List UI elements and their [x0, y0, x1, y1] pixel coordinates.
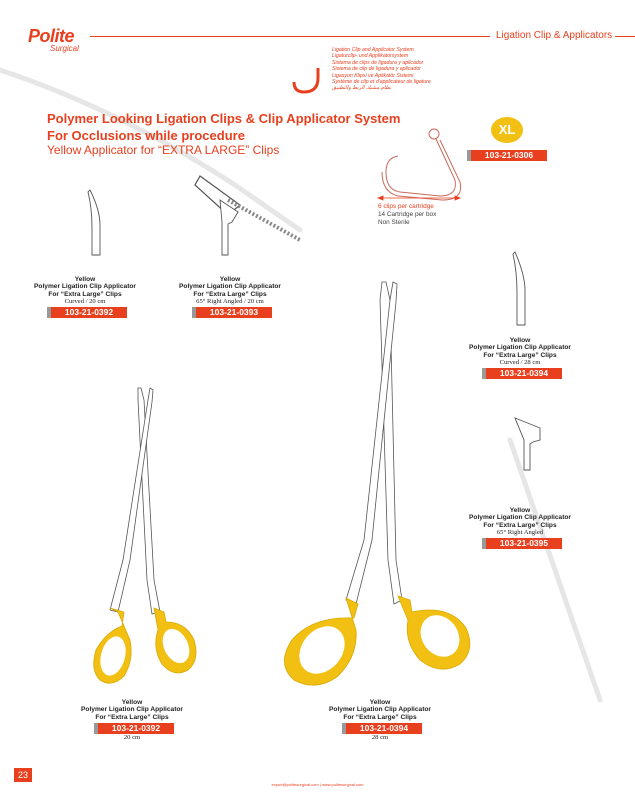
- product-card: [445, 507, 595, 549]
- product-card: [57, 699, 207, 742]
- footer-contact: export@politesurgical.com | www.politesurgical.com: [271, 782, 364, 787]
- applicator-tip-icon: [195, 176, 300, 240]
- product-code: 103-21-0393: [192, 307, 272, 318]
- brand-tagline: Surgical: [50, 44, 79, 53]
- product-clip-size: For “Extra Large” Clips: [193, 290, 267, 298]
- product-clip-size: For “Extra Large” Clips: [48, 290, 122, 298]
- instrument-20cm-icon: [94, 388, 196, 683]
- product-desc: Curved / 20 cm: [64, 298, 106, 306]
- product-desc: 20 cm: [123, 734, 141, 742]
- product-desc: 65° Right Angled: [496, 529, 544, 537]
- product-card: [10, 276, 160, 318]
- language-item: Système de clip et d'applicateur de ligature: [332, 79, 431, 86]
- language-item: Sistema de clips de ligadura y aplicador: [332, 59, 424, 66]
- size-badge: XL: [491, 117, 523, 143]
- language-item: Ligation Clip and Applicator System: [332, 47, 414, 53]
- header-divider-right: [615, 36, 635, 37]
- product-code: 103-21-0392: [47, 307, 127, 318]
- product-name: Polymer Ligation Clip Applicator: [469, 514, 571, 522]
- product-color: Yellow: [121, 699, 143, 706]
- language-item: نظام مشبك الربط والتطبيق: [332, 85, 392, 92]
- heading-line-1: Polymer Looking Ligation Clips & Clip Applicator System: [47, 111, 401, 126]
- box-count: 14 Cartridge per box: [378, 211, 437, 218]
- instrument-28cm-icon: [284, 282, 469, 685]
- product-clip-size: For “Extra Large” Clips: [95, 713, 169, 721]
- language-item: Sistema de clip de ligadura y aplicador: [332, 66, 421, 73]
- tip-curved-icon: [88, 190, 100, 255]
- product-name: Polymer Ligation Clip Applicator: [179, 283, 281, 291]
- section-title: Ligation Clip & Applicators: [496, 30, 613, 41]
- product-name: Polymer Ligation Clip Applicator: [469, 344, 571, 352]
- product-code: 103-21-0395: [482, 538, 562, 549]
- language-list: [332, 47, 431, 92]
- product-card: [155, 276, 305, 318]
- cartridge-info: [378, 203, 436, 227]
- language-item: Ligasyon Klipsi ve Aplikatör Sistemi: [332, 72, 414, 79]
- product-code: 103-21-0394: [482, 368, 562, 379]
- page-subheading: Yellow Applicator for “EXTRA LARGE” Clips: [47, 143, 280, 157]
- page-heading: [47, 110, 400, 144]
- heading-line-2: For Occlusions while procedure: [47, 128, 245, 143]
- product-name: Polymer Ligation Clip Applicator: [81, 706, 183, 714]
- clip-j-icon: [294, 68, 318, 92]
- background-applicator-icon: [0, 70, 600, 700]
- clip-code: 103-21-0306: [467, 150, 547, 161]
- sterility: Non Sterile: [378, 219, 410, 226]
- product-desc: 65° Right Angled / 20 cm: [196, 298, 264, 306]
- product-color: Yellow: [509, 507, 531, 514]
- product-color: Yellow: [219, 276, 241, 283]
- product-clip-size: For “Extra Large” Clips: [483, 521, 557, 529]
- product-color: Yellow: [74, 276, 96, 283]
- product-desc: Curved / 28 cm: [499, 359, 541, 367]
- product-desc: 28 cm: [371, 734, 389, 742]
- tip-curved-28-icon: [513, 252, 525, 325]
- product-color: Yellow: [369, 699, 391, 706]
- product-code: 103-21-0392: [94, 723, 174, 734]
- brand-logo: Polite: [28, 26, 75, 46]
- product-name: Polymer Ligation Clip Applicator: [34, 283, 136, 291]
- language-item: Ligaturclip- und Applikatorsystem: [332, 53, 409, 60]
- cartridge-count: 6 clips per cartridge: [378, 203, 434, 210]
- product-code: 103-21-0394: [342, 723, 422, 734]
- header-divider: [90, 36, 490, 37]
- product-card: [445, 337, 595, 379]
- product-card: [305, 699, 455, 742]
- product-clip-size: For “Extra Large” Clips: [483, 351, 557, 359]
- product-name: Polymer Ligation Clip Applicator: [329, 706, 431, 714]
- product-clip-size: For “Extra Large” Clips: [343, 713, 417, 721]
- page-number: 23: [14, 768, 32, 782]
- product-color: Yellow: [509, 337, 531, 344]
